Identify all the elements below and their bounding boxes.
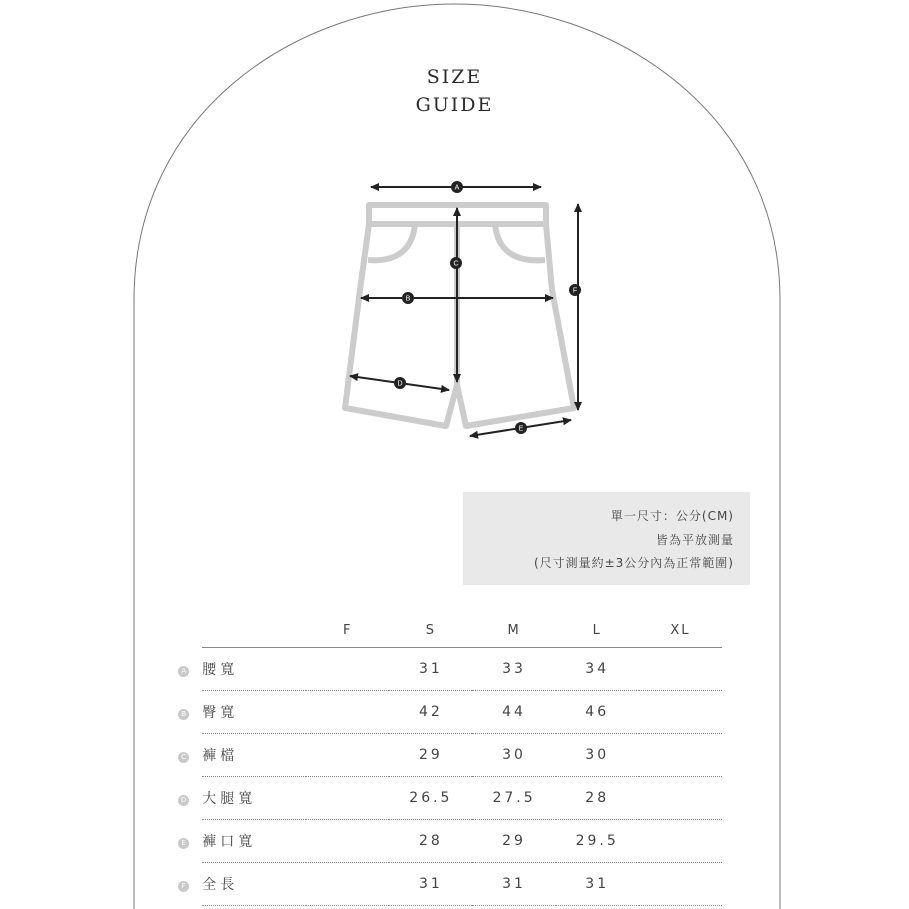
row-label: 全長: [202, 863, 306, 906]
cell-m: 29: [472, 820, 555, 863]
shorts-outline: [345, 205, 574, 426]
row-label: 臀寬: [202, 691, 306, 734]
cell-l: 34: [556, 648, 639, 691]
marker-a: [451, 181, 463, 193]
table-row: [165, 734, 722, 777]
note-tolerance: (尺寸測量約±3公分內為正常範圍): [533, 556, 734, 570]
note-unit: 單一尺寸：公分(CM): [610, 509, 734, 523]
svg-text:B: B: [405, 295, 411, 303]
cell-f: [306, 734, 389, 777]
marker-e: [515, 422, 527, 434]
cell-l: 31: [556, 863, 639, 906]
size-header-l: L: [556, 614, 639, 648]
cell-l: 30: [556, 734, 639, 777]
row-marker-badge: A: [178, 666, 189, 677]
row-marker-badge: E: [178, 838, 189, 849]
cell-xl: [639, 648, 722, 691]
size-header-m: M: [472, 614, 555, 648]
shorts-diagram: [335, 170, 595, 450]
svg-text:A: A: [454, 184, 460, 192]
row-marker-badge: D: [178, 795, 189, 806]
marker-b: [402, 292, 414, 304]
cell-m: 33: [472, 648, 555, 691]
cell-m: 30: [472, 734, 555, 777]
cell-s: 31: [389, 863, 472, 906]
cell-f: [306, 863, 389, 906]
cell-m: 27.5: [472, 777, 555, 820]
cell-s: 29: [389, 734, 472, 777]
cell-xl: [639, 777, 722, 820]
cell-l: 46: [556, 691, 639, 734]
row-marker-badge: F: [178, 881, 189, 892]
size-header-row: [165, 614, 722, 648]
cell-xl: [639, 691, 722, 734]
cell-s: 28: [389, 820, 472, 863]
table-row: [165, 820, 722, 863]
cell-xl: [639, 734, 722, 777]
size-header-xl: XL: [639, 614, 722, 648]
cell-xl: [639, 820, 722, 863]
size-header-s: S: [389, 614, 472, 648]
svg-text:F: F: [572, 287, 578, 295]
svg-text:D: D: [397, 380, 403, 388]
note-method: 皆為平放測量: [655, 532, 734, 547]
cell-s: 26.5: [389, 777, 472, 820]
cell-m: 31: [472, 863, 555, 906]
size-header-f: F: [306, 614, 389, 648]
cell-m: 44: [472, 691, 555, 734]
row-label: 大腿寬: [202, 777, 306, 820]
table-row: [165, 648, 722, 691]
row-label: 褲檔: [202, 734, 306, 777]
row-label: 腰寬: [202, 648, 306, 691]
cell-s: 31: [389, 648, 472, 691]
cell-f: [306, 820, 389, 863]
row-marker-badge: B: [178, 709, 189, 720]
marker-f: [569, 284, 581, 296]
cell-f: [306, 691, 389, 734]
cell-l: 28: [556, 777, 639, 820]
title-line-guide: GUIDE: [415, 94, 494, 116]
table-row: [165, 777, 722, 820]
row-label: 褲口寬: [202, 820, 306, 863]
svg-text:C: C: [453, 260, 459, 268]
cell-xl: [639, 863, 722, 906]
size-table: [165, 614, 722, 906]
svg-text:E: E: [518, 425, 524, 433]
marker-d: [394, 377, 406, 389]
cell-f: [306, 777, 389, 820]
table-row: [165, 691, 722, 734]
cell-l: 29.5: [556, 820, 639, 863]
cell-s: 42: [389, 691, 472, 734]
table-row: [165, 863, 722, 906]
cell-f: [306, 648, 389, 691]
title-line-size: SIZE: [426, 66, 483, 88]
marker-c: [450, 257, 462, 269]
row-marker-badge: C: [178, 752, 189, 763]
measurement-note: [463, 492, 750, 585]
